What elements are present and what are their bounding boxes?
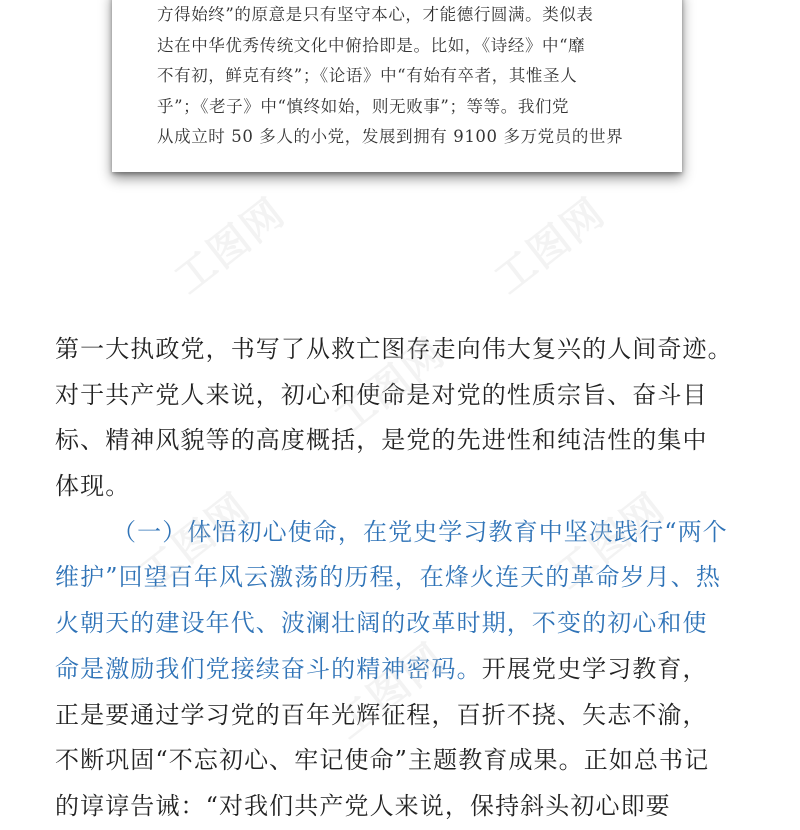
watermark: 工图网	[326, 329, 454, 444]
quote-line: 方得始终”的原意是只有坚守本心，才能德行圆满。类似表	[157, 5, 594, 24]
quote-line: 从成立时 50 多人的小党，发展到拥有 9100 多万党员的世界	[157, 127, 624, 146]
body-line: 正是要通过学习党的百年光辉征程，百折不挠、矢志不渝，	[55, 700, 708, 729]
body-line: 标、精神风貌等的高度概括，是党的先进性和纯洁性的集中	[55, 426, 708, 455]
quote-text	[157, 0, 655, 153]
accent-line: 维护”回望百年风云激荡的历程，在烽火连天的革命岁月、热	[55, 563, 721, 592]
accent-line: 火朝天的建设年代、波澜壮阔的改革时期，不变的初心和使	[55, 609, 708, 638]
body-line: 第一大执政党，书写了从救亡图存走向伟大复兴的人间奇迹。	[55, 335, 733, 363]
watermark: 工图网	[131, 484, 259, 599]
quote-line: 达在中华优秀传统文化中俯拾即是。比如，《诗经》中“靡	[157, 35, 586, 55]
body-line: 的谆谆告诫：“对我们共产党人来说，保持斜头初心即要	[55, 791, 671, 820]
body-text	[55, 327, 755, 830]
watermark: 工图网	[546, 484, 674, 599]
quote-line: 不有初，鲜克有终”；《论语》中“有始有卒者，其惟圣人	[157, 66, 578, 85]
watermark: 工图网	[486, 189, 614, 304]
body-line: 体现。	[55, 472, 131, 501]
quote-card	[112, 0, 682, 172]
section-heading-line: （一）体悟初心使命，在党史学习教育中坚决践行“两个	[112, 517, 728, 546]
body-fragment: 开展党史学习教育，	[481, 654, 708, 683]
quote-line: 乎”；《老子》中“慎终如始，则无败事”；等等。我们党	[157, 96, 570, 116]
mixed-line	[55, 647, 755, 693]
accent-fragment: 命是激励我们党接续奋斗的精神密码。	[55, 654, 482, 683]
watermark: 工图网	[166, 189, 294, 304]
watermark: 工图网	[326, 634, 454, 749]
body-line: 不断巩固“不忘初心、牢记使命”主题教育成果。正如总书记	[55, 746, 710, 775]
body-line: 对于共产党人来说，初心和使命是对党的性质宗旨、奋斗目	[55, 380, 708, 409]
